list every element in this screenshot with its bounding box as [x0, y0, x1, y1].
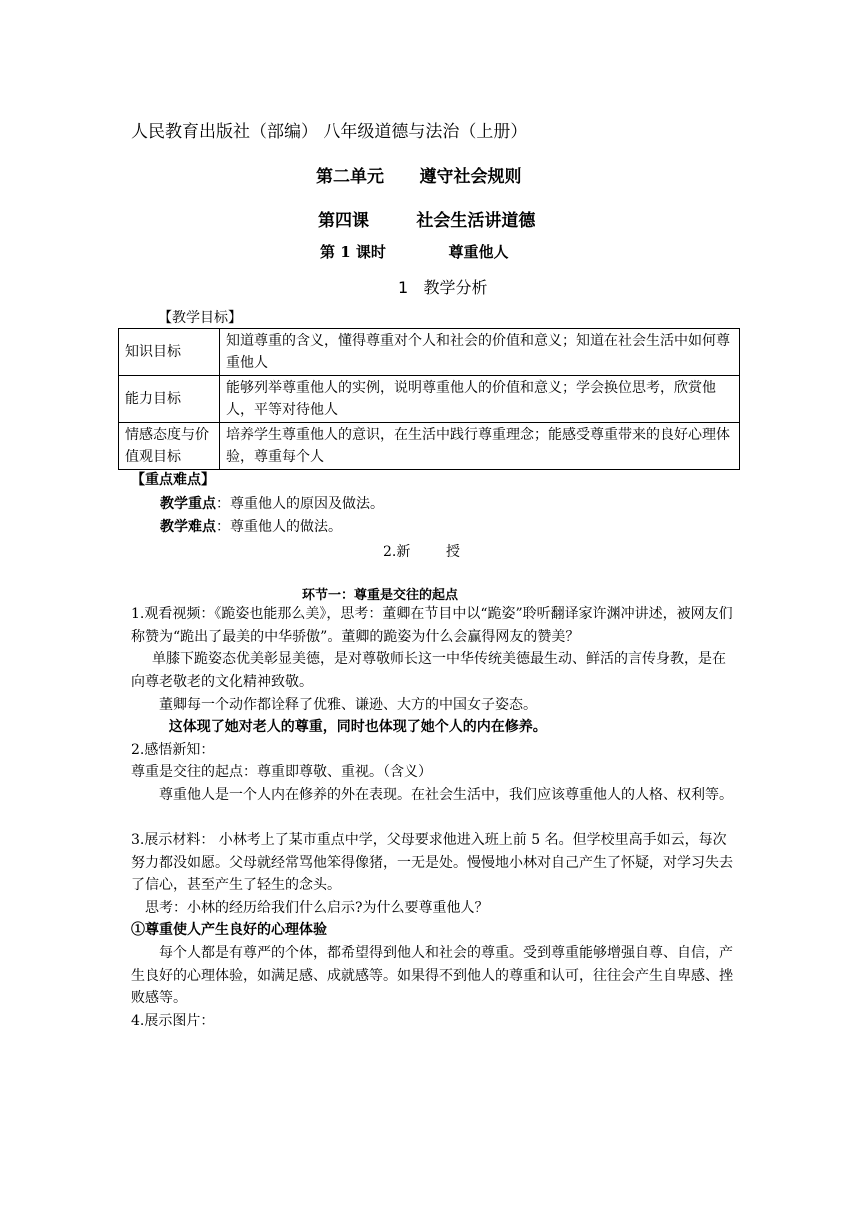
- paragraph: 每个人都是有尊严的个体，都希望得到他人和社会的尊重。受到尊重能够增强自尊、自信，产生良好的心理体验，如满足感、成就感等。如果得不到他人的尊重和认可，往往会产生自卑感、挫败感等。: [131, 945, 733, 1006]
- teaching-difficulty: [160, 516, 342, 536]
- objectives-heading: 【教学目标】: [158, 310, 242, 326]
- publisher-line: 人民教育出版社（部编） 八年级道德与法治（上册）: [131, 122, 528, 142]
- paragraph: 3.展示材料： 小林考上了某市重点中学，父母要求他进入班上前 5 名。但学校里高手如云，每次努力都没如愿。父母就经常骂他笨得像猪，一无是处。慢慢地小林对自己产生了怀疑，对学习失去了信心，甚至产生了轻生的念头。: [131, 832, 733, 893]
- focus-text: ：尊重他人的原因及做法。: [216, 496, 384, 512]
- objective-label: 情感态度与价值观目标: [119, 423, 220, 470]
- paragraph: 思考：小林的经历给我们什么启示?为什么要尊重他人？: [145, 900, 489, 916]
- objective-label: 能力目标: [119, 376, 220, 423]
- objectives-table: [118, 328, 740, 470]
- paragraph: 尊重他人是一个人内在修养的外在表现。在社会生活中，我们应该尊重他人的人格、权利等。: [159, 787, 733, 803]
- objective-text: 能够列举尊重他人的实例，说明尊重他人的价值和意义；学会换位思考，欣赏他人，平等对待他人: [220, 376, 740, 423]
- paragraph: 4.展示图片：: [131, 1013, 215, 1029]
- section1-title: 1 教学分析: [398, 278, 488, 297]
- objective-text: 培养学生尊重他人的意识，在生活中践行尊重理念；能感受尊重带来的良好心理体验，尊重每个人: [220, 423, 740, 470]
- difficulty-text: ：尊重他人的做法。: [216, 519, 342, 535]
- paragraph-emphasis: 这体现了她对老人的尊重，同时也体现了她个人的内在修养。: [168, 719, 547, 735]
- segment1-title: 环节一：尊重是交往的起点: [302, 588, 459, 603]
- paragraph: 1.观看视频：《跪姿也能那么美》，思考：董卿在节目中以“跪姿”聆听翻译家许渊冲讲述，被网友们称赞为“跪出了最美的中华骄傲”。董卿的跪姿为什么会赢得网友的赞美？: [131, 606, 733, 645]
- lesson-title: 第四课 社会生活讲道德: [318, 211, 536, 231]
- paragraph: 单膝下跪姿态优美彰显美德，是对尊敬师长这一中华传统美德最生动、鲜活的言传身教，是在向尊老敬老的文化精神致敬。: [131, 651, 726, 690]
- objective-label: 知识目标: [119, 329, 220, 376]
- objective-text: 知道尊重的含义，懂得尊重对个人和社会的价值和意义；知道在社会生活中如何尊重他人: [220, 329, 740, 376]
- teaching-focus: [160, 493, 384, 513]
- key-points-heading: 【重点难点】: [131, 472, 215, 488]
- focus-label: 教学重点: [160, 496, 216, 512]
- paragraph: 2.感悟新知：: [131, 742, 215, 758]
- period-title: 第 1 课时 尊重他人: [320, 243, 509, 261]
- paragraph-emphasis: ①尊重使人产生良好的心理体验: [131, 922, 327, 938]
- unit-title: 第二单元 遵守社会规则: [316, 167, 522, 187]
- section2-title: 2.新 授: [383, 544, 460, 560]
- paragraph: 董卿每一个动作都诠释了优雅、谦逊、大方的中国女子姿态。: [159, 697, 537, 713]
- table-row: [119, 376, 740, 423]
- paragraph: 尊重是交往的起点：尊重即尊敬、重视。（含义）: [131, 764, 432, 780]
- difficulty-label: 教学难点: [160, 519, 216, 535]
- table-row: [119, 329, 740, 376]
- table-row: [119, 423, 740, 470]
